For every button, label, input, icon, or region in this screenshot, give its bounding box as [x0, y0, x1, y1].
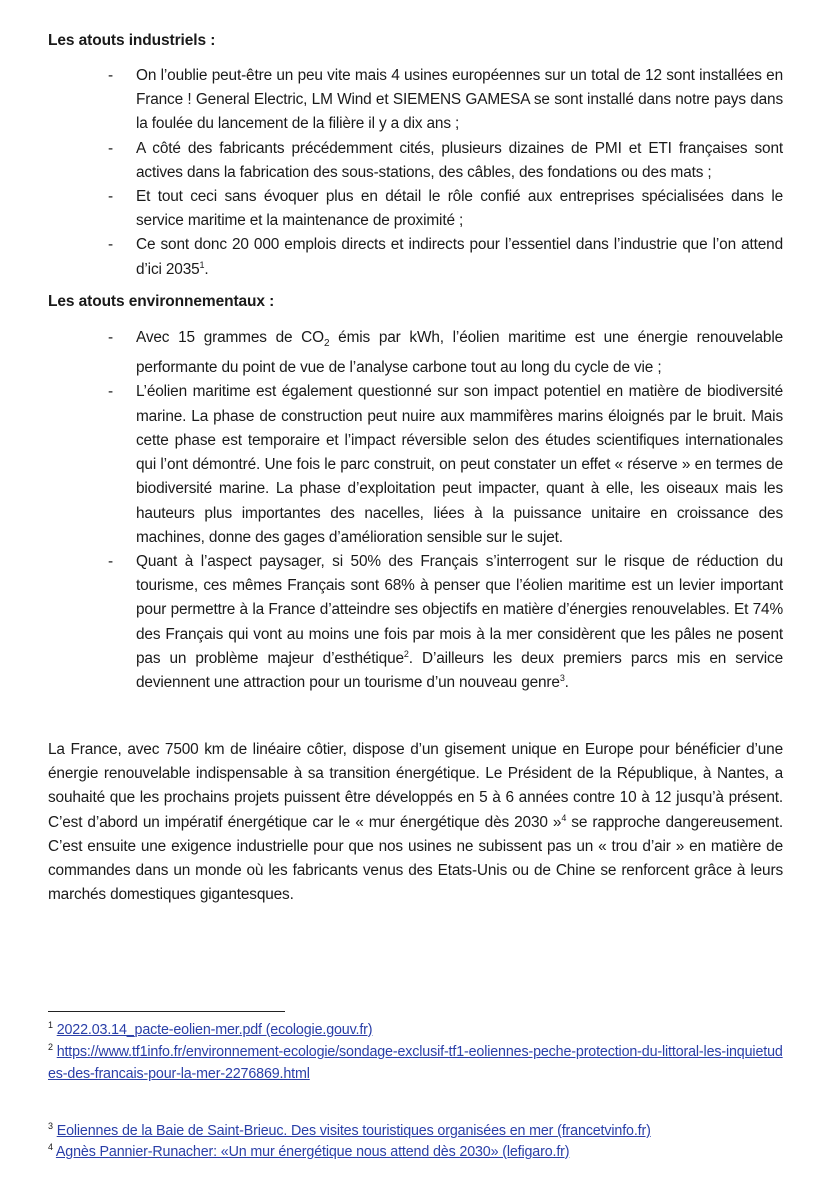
- list-item: - Quant à l’aspect paysager, si 50% des Français s’interrogent sur le risque de réduction du tourisme, ces mêmes Français sont 68% à penser que l’éolien maritime est un levier important pour permettre à la France d’atteindre ses objectifs en matière d’énergies renouvelables. Et 74% des Français qui vont au moins une fois par mois à la mer considèrent que les pâles ne posent pas un problème majeur d’esthétique$^2$. D’ailleurs les deux premiers parcs mis en service deviennent une attraction pour un tourisme d’un nouveau genre$^3$.: [48, 550, 783, 695]
- bullet-dash: -: [108, 236, 113, 254]
- footnote-link[interactable]: https://www.tf1info.fr/environnement-ecologie/sondage-exclusif-tf1-eoliennes-peche-protection-du-littoral-les-inquietudes-des-francais-pour-la-mer-2276869.html: [48, 1044, 783, 1082]
- bullet-dash: -: [108, 383, 113, 401]
- footnote-ref[interactable]: 1: [199, 259, 205, 270]
- bullet-dash: -: [108, 67, 113, 84]
- heading-environment: Les atouts environnementaux :: [48, 293, 275, 310]
- footnote-link[interactable]: Agnès Pannier-Runacher: «Un mur énergétique nous attend dès 2030» (lefigaro.fr): [55, 1144, 570, 1160]
- footnote-1: $^1$ 2022.03.14_pacte-eolien-mer.pdf (ecologie.gouv.fr): [48, 1020, 373, 1038]
- heading-industrial: Les atouts industriels :: [48, 32, 216, 49]
- list-industrial: [48, 64, 783, 282]
- list-item: - Avec 15 grammes de $CO_2$ émis par kWh, l’éolien maritime est une énergie renouvelable performante du point de vue de l’analyse carbone tout au long du cycle de vie ;: [48, 326, 783, 380]
- footnote-3: $^3$ Eoliennes de la Baie de Saint-Brieuc. Des visites touristiques organisées en mer (francetvinfo.fr): [48, 1121, 651, 1139]
- bullet-dash: -: [108, 188, 113, 206]
- bullet-dash: -: [108, 329, 113, 346]
- list-item: - Et tout ceci sans évoquer plus en détail le rôle confié aux entreprises spécialisées dans le service maritime et la maintenance de proximité ;: [48, 185, 783, 233]
- footnote-ref[interactable]: 2: [403, 648, 409, 659]
- footnote-4: $^4$ Agnès Pannier-Runacher: «Un mur énergétique nous attend dès 2030» (lefigaro.fr): [48, 1142, 570, 1160]
- footnote-link[interactable]: 2022.03.14_pacte-eolien-mer.pdf (ecologie.gouv.fr): [56, 1022, 373, 1038]
- list-item: - On l’oublie peut-être un peu vite mais 4 usines européennes sur un total de 12 sont installées en France ! General Electric, LM Wind et SIEMENS GAMESA se sont installé dans notre pays dans la foulée du lancement de la filière il y a dix ans ;: [48, 64, 783, 137]
- list-environment: [48, 326, 783, 695]
- list-item: - A côté des fabricants précédemment cités, plusieurs dizaines de PMI et ETI françaises sont actives dans la fabrication des sous-stations, des câbles, des fondations ou des mats ;: [48, 137, 783, 185]
- footnote-ref[interactable]: 4: [561, 812, 567, 823]
- list-item: - Ce sont donc 20 000 emplois directs et indirects pour l’essentiel dans l’industrie que l’on attend d’ici 2035$^1$.: [48, 233, 783, 281]
- footnote-ref[interactable]: 3: [559, 672, 565, 683]
- conclusion-paragraph: La France, avec 7500 km de linéaire côtier, dispose d’un gisement unique en Europe pour bénéficier d’une énergie renouvelable indispensable à sa transition énergétique. Le Président de la République, à Nantes, a souhaité que les prochains projets puissent être développés en 5 à 6 années contre 10 à 12 jusqu’à présent. C’est d’abord un impératif énergétique car le « mur énergétique dès 2030 »$^4$ se rapproche dangereusement. C’est ensuite une exigence industrielle pour que nos usines ne subissent pas un « trou d’air » en matière de commandes dans un monde où les fabricants venus des Etats-Unis ou de Chine se renforcent grâce à leurs marchés domestiques gigantesques.: [48, 741, 783, 904]
- bullet-dash: -: [108, 139, 113, 157]
- footnote-link[interactable]: Eoliennes de la Baie de Saint-Brieuc. Des visites touristiques organisées en mer (francetvinfo.fr): [56, 1123, 651, 1139]
- footnote-2: $^2$ https://www.tf1info.fr/environnement-ecologie/sondage-exclusif-tf1-eoliennes-peche-protection-du-littoral-les-inquietudes-des-francais-pour-la-mer-2276869.html: [48, 1042, 783, 1082]
- list-item: - L’éolien maritime est également questionné sur son impact potentiel en matière de biodiversité marine. La phase de construction peut nuire aux mammifères marins éloignés par le bruit. Mais cette phase est temporaire et l’impact réversible selon des études scientifiques internationales qui l’ont démontré. Une fois le parc construit, on peut constater un effet « réserve » en termes de biodiversité marine. La phase d’exploitation peut impacter, quant à elle, les oiseaux mais les hauteurs plus importantes des nacelles, liées à la puissance unitaire en croissance des machines, donne des gages d’amélioration sensible sur le sujet.: [48, 380, 783, 549]
- footnote-separator: [48, 1011, 285, 1012]
- bullet-dash: -: [108, 552, 113, 570]
